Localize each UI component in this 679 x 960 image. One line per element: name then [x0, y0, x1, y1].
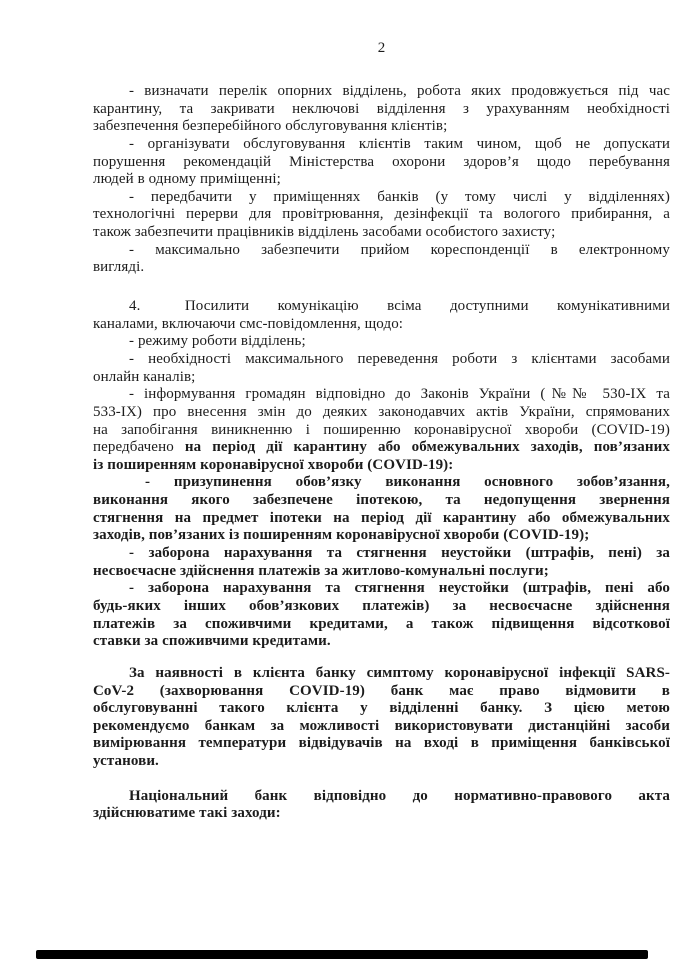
text-segment: заходів, пов’язаних із поширенням коронавірусної хвороби (COVID-19); [93, 527, 590, 544]
text-segment: - визначати перелік опорних відділень, робота яких продовжується під час [129, 83, 670, 99]
text-segment: передбачено [93, 439, 185, 456]
text-line [93, 753, 670, 771]
text-segment: із поширенням коронавірусної хвороби (COVID-19): [93, 456, 454, 473]
list-item-tech-breaks [93, 189, 670, 242]
text-segment: 533-IX) про внесення змін до деяких законодавчих актів України, спрямованих [93, 403, 670, 420]
text-segment: обслуговуванні такого клієнта у відділенні банку. З цією метою [93, 700, 670, 717]
text-line [93, 439, 670, 457]
text-segment: - необхідності максимального переведення роботи з клієнтами засобами [129, 350, 670, 367]
text-segment: Посилити комунікацію всіма доступними комунікативними [156, 298, 670, 315]
text-segment: За наявності в клієнта банку симптому коронавірусної інфекції SARS- [129, 664, 670, 681]
text-segment: також забезпечити працівників відділень засобами особистого захисту; [93, 224, 556, 241]
text-segment: стягнення на предмет іпотеки на період дії карантину або обмежувальних [93, 509, 670, 526]
text-line [93, 404, 670, 422]
paragraph-nbu-measures-intro [93, 788, 670, 823]
text-segment: ставки за споживчими кредитами. [93, 633, 331, 650]
text-segment: - заборона нарахування та стягнення неустойки (штрафів, пені або [129, 580, 670, 597]
text-segment: Національний банк відповідно до нормативно-правового акта [129, 787, 670, 804]
text-line [93, 580, 670, 598]
list-item-client-service [93, 136, 670, 189]
text-segment: - режиму роботи відділень; [129, 333, 306, 350]
text-segment: каналами, включаючи смс-повідомлення, щодо: [93, 315, 404, 332]
list-item-correspondence [93, 242, 670, 277]
text-line [93, 189, 670, 207]
text-segment: CoV-2 (захворювання COVID-19) банк має право відмовити в [93, 682, 670, 699]
paragraph-symptomatic-clients [93, 665, 670, 771]
text-line [93, 83, 670, 101]
text-line [93, 510, 670, 528]
text-segment: несвоєчасне здійснення платежів за житлово-комунальні послуги; [93, 562, 549, 579]
text-segment: вимірювання температури відвідувачів на вході в приміщення банківської [93, 735, 670, 752]
list-item-utility-penalties-ban [93, 545, 670, 580]
page-number: 2 [377, 40, 386, 56]
list-item-branch-hours [93, 333, 670, 351]
text-line [93, 224, 670, 242]
text-line [93, 351, 670, 369]
text-line [93, 242, 670, 260]
text-segment: виконання якого забезпечене іпотекою, та недопущення звернення [93, 492, 670, 509]
text-line [93, 422, 670, 440]
list-item-consumer-credit-penalties-ban [93, 580, 670, 651]
text-segment: вигляді. [93, 259, 145, 276]
list-item-mortgage-suspension [93, 474, 670, 545]
text-line [93, 718, 670, 736]
text-line [93, 369, 670, 387]
text-segment: порушення рекомендацій Міністерства охорони здоров’я щодо перебування [93, 153, 670, 170]
text-line [93, 700, 670, 718]
text-line [93, 136, 670, 154]
text-line [93, 386, 670, 404]
text-line [93, 633, 670, 651]
text-segment: 4. [129, 298, 141, 315]
text-line [93, 683, 670, 701]
document-body [93, 83, 670, 823]
text-line [93, 788, 670, 806]
text-segment: людей в одному приміщенні; [93, 171, 281, 188]
list-item-online-channels [93, 351, 670, 386]
text-line [93, 316, 670, 334]
text-line [93, 492, 670, 510]
text-line [93, 259, 670, 277]
text-line [93, 101, 670, 119]
text-segment: технологічні перерви для провітрювання, дезінфекції та вологого прибирання, а [93, 206, 670, 223]
text-segment: карантину, та закривати неключові відділення з урахуванням необхідності [93, 100, 670, 117]
text-segment: - організувати обслуговування клієнтів таким чином, щоб не допускати [129, 135, 670, 152]
text-segment: рекомендуємо банкам за можливості використовувати дистанційні засоби [93, 717, 670, 734]
text-segment: будь-яких інших обов’язкових платежів) за несвоєчасне здійснення [93, 597, 670, 614]
text-line [93, 563, 670, 581]
text-segment: - передбачити у приміщеннях банків (у тому числі у відділеннях) [129, 188, 670, 205]
list-item-support-branches [93, 83, 670, 136]
text-segment: - призупинення обов’язку виконання основного зобов’язання, [145, 474, 670, 491]
text-line [93, 457, 670, 475]
text-line [93, 545, 670, 563]
text-line [93, 474, 670, 492]
point-4-communication [93, 298, 670, 333]
scan-artifact-bar [36, 950, 648, 959]
text-segment: платежів за споживчими кредитами, а також підвищення відсоткової [93, 615, 670, 632]
text-line [93, 333, 670, 351]
text-line [93, 735, 670, 753]
text-segment: здійснюватиме такі заходи: [93, 805, 281, 822]
text-line [93, 171, 670, 189]
text-line [93, 598, 670, 616]
text-line [93, 665, 670, 683]
text-segment: на період дії карантину або обмежувальних заходів, пов’язаних [184, 439, 670, 456]
text-line [93, 805, 670, 823]
text-segment: - максимально забезпечити прийом кореспонденції в електронному [129, 241, 670, 258]
text-line [93, 154, 670, 172]
text-line [93, 298, 670, 316]
text-segment: установи. [93, 753, 159, 770]
text-segment: - заборона нарахування та стягнення неустойки (штрафів, пені) за [129, 545, 670, 562]
text-segment: онлайн каналів; [93, 368, 196, 385]
text-segment: на запобігання виникненню і поширенню коронавірусної хвороби (COVID-19) [93, 421, 670, 438]
text-line [93, 206, 670, 224]
text-line [93, 616, 670, 634]
list-item-informing-citizens [93, 386, 670, 474]
text-segment: - інформування громадян відповідно до Законів України (№№ 530-IX та [129, 386, 670, 403]
text-line [93, 527, 670, 545]
text-segment: забезпечення безперебійного обслуговування клієнтів; [93, 118, 448, 135]
text-line [93, 118, 670, 136]
